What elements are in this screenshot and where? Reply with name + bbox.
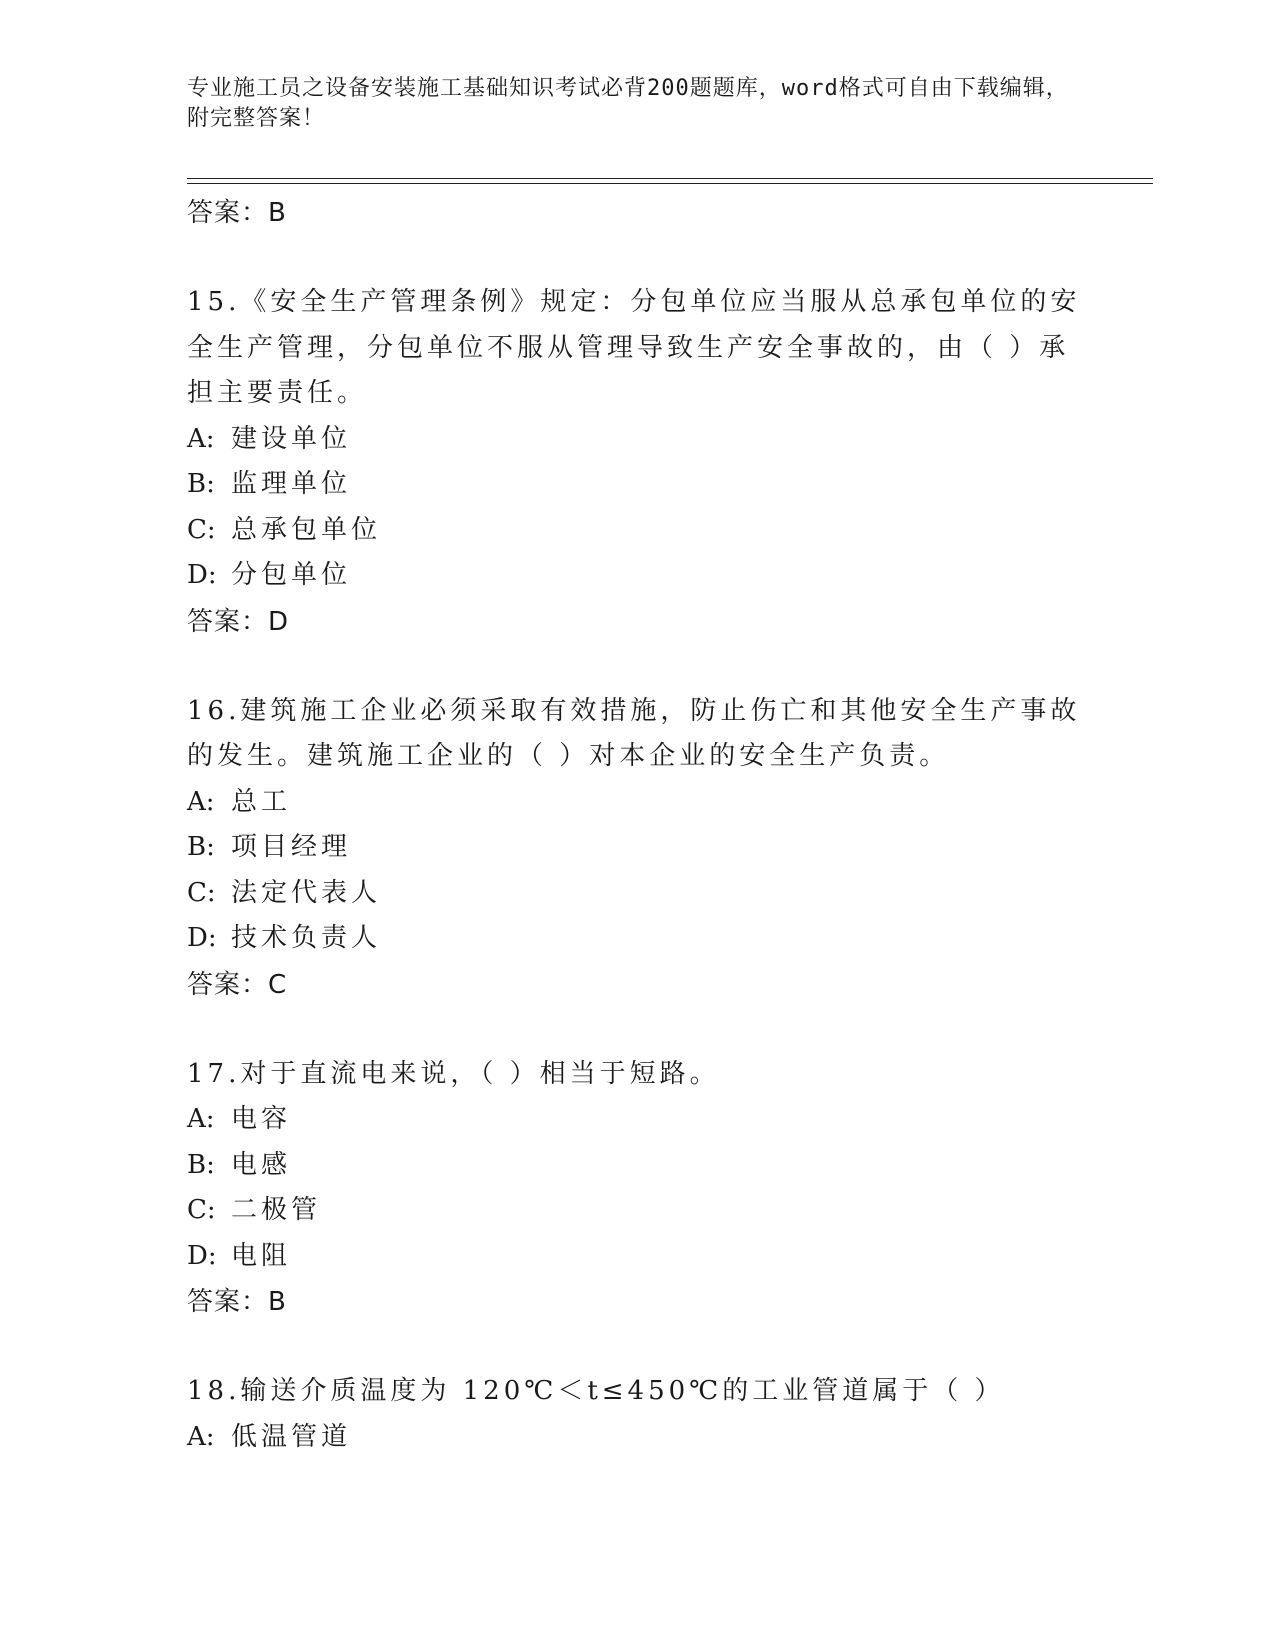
option-letter: D: <box>187 1240 217 1271</box>
option-d <box>187 916 1087 962</box>
option-letter: A: <box>187 786 215 817</box>
option-b <box>187 825 1087 871</box>
option-b <box>187 462 1087 508</box>
option-d <box>187 1234 1087 1280</box>
option-letter: C: <box>187 1195 216 1225</box>
option-letter: C: <box>187 877 216 908</box>
option-text: 总承包单位 <box>231 514 382 545</box>
previous-answer: 答案：B <box>187 198 287 228</box>
option-text: 项目经理 <box>231 832 352 862</box>
document-header <box>187 74 1087 134</box>
question-list <box>187 190 1087 1460</box>
option-letter: A: <box>187 1421 215 1452</box>
option-text: 技术负责人 <box>231 923 382 953</box>
option-letter: C: <box>187 514 216 545</box>
option-a <box>187 1415 1087 1461</box>
question-stem: 17.对于直流电来说，（ ）相当于短路。 <box>187 1058 720 1089</box>
option-text: 低温管道 <box>231 1421 352 1452</box>
question-answer: 答案：D <box>187 606 290 637</box>
option-letter: B: <box>187 832 215 862</box>
header-divider-top <box>187 178 1153 179</box>
option-text: 建设单位 <box>231 423 352 454</box>
option-c <box>187 508 1087 554</box>
option-a <box>187 1097 1087 1143</box>
question-17 <box>187 1052 1087 1326</box>
option-a <box>187 417 1087 463</box>
header-title: 专业施工员之设备安装施工基础知识考试必背200题题库，word格式可自由下载编辑，附完整答案！ <box>187 76 1069 131</box>
option-c <box>187 1188 1087 1234</box>
option-d <box>187 553 1087 599</box>
option-letter: A: <box>187 423 215 454</box>
option-text: 二极管 <box>231 1195 322 1225</box>
question-16 <box>187 689 1087 1008</box>
question-answer: 答案：B <box>187 1287 287 1317</box>
option-c <box>187 871 1087 917</box>
option-letter: D: <box>187 560 217 590</box>
option-letter: A: <box>187 1104 215 1134</box>
option-b <box>187 1143 1087 1189</box>
header-divider-bottom <box>187 183 1153 184</box>
question-stem: 16.建筑施工企业必须采取有效措施，防止伤亡和其他安全生产事故的发生。建筑施工企业的（ ）对本企业的安全生产负责。 <box>187 695 1081 771</box>
question-18 <box>187 1369 1087 1460</box>
question-answer: 答案：C <box>187 969 288 1000</box>
option-text: 监理单位 <box>231 469 352 499</box>
option-letter: B: <box>187 1149 215 1180</box>
option-text: 分包单位 <box>231 560 352 590</box>
option-a <box>187 780 1087 826</box>
option-text: 电阻 <box>231 1240 292 1271</box>
question-stem: 18.输送介质温度为 120℃＜t≤450℃的工业管道属于（ ） <box>187 1376 1005 1406</box>
option-letter: D: <box>187 923 217 953</box>
option-text: 电感 <box>231 1149 292 1180</box>
question-15 <box>187 280 1087 645</box>
option-text: 总工 <box>231 786 292 817</box>
question-stem: 15.《安全生产管理条例》规定：分包单位应当服从总承包单位的安全生产管理，分包单位不服从管理导致生产安全事故的，由（ ）承担主要责任。 <box>187 287 1081 408</box>
option-letter: B: <box>187 469 215 499</box>
option-text: 法定代表人 <box>231 877 382 908</box>
option-text: 电容 <box>231 1104 292 1134</box>
